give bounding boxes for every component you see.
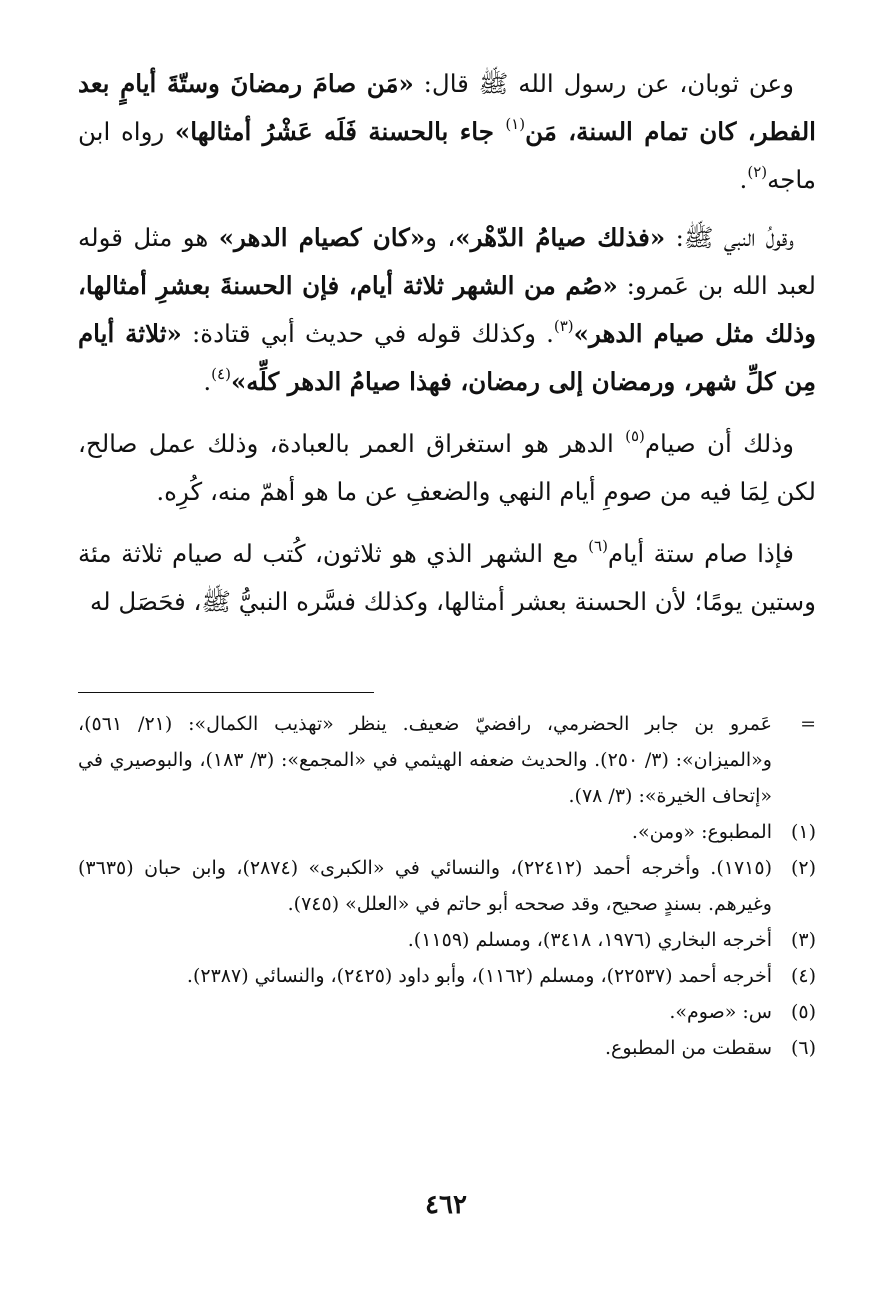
footnote-ref-4[interactable]: (٤) — [211, 364, 231, 383]
text-run: . — [203, 367, 212, 396]
hadith-quote: جاء بالحسنة فَلَه عَشْرُ أمثالها» — [174, 117, 506, 146]
footnote-2 — [78, 850, 816, 922]
footnote-divider — [78, 692, 374, 693]
text-run: وعن ثوبان، عن رسول الله ﷺ قال: — [413, 69, 794, 98]
footnote-ref-1[interactable]: (١) — [505, 114, 526, 133]
footnote-text: عَمرو بن جابر الحضرمي، رافضيّ ضعيف. ينظر «تهذيب الكمال»: (٢١/ ٥٦١)، و«الميزان»: (٣/ ٢٥٠). والحديث ضعفه الهيثمي في «المجمع»: (٣/ ١٨٣)، والبوصيري في «إتحاف الخيرة»: (٣/ ٧٨). — [78, 713, 772, 807]
paragraph-4 — [78, 530, 816, 626]
paragraph-3 — [78, 420, 816, 516]
text-run: مع الشهر الذي هو ثلاثون، كُتب له صيام ثلاثة مئة وستين يومًا؛ لأن الحسنة بعشر أمثالها، وكذلك فسَّره النبيُّ ﷺ، فحَصَل له — [78, 539, 816, 616]
text-run: ، و — [425, 223, 456, 252]
footnote-number: (٢) — [790, 857, 816, 879]
hadith-quote: «كان كصيام الدهر» — [218, 223, 426, 252]
text-run: . — [739, 165, 748, 194]
text-run: الدهر هو استغراق العمر بالعبادة، وذلك عمل صالح، لكن لِمَا فيه من صومِ أيام النهي والضعفِ عن ما هو أهمّ منه، كُرِه. — [78, 429, 816, 506]
footnote-continuation — [78, 706, 816, 814]
paragraph-2 — [78, 214, 816, 406]
footnote-text: (١٧١٥). وأخرجه أحمد (٢٢٤١٢)، والنسائي في «الكبرى» (٢٨٧٤)، وابن حبان (٣٦٣٥) وغيرهم. بسندٍ صحيح، وقد صححه أبو حاتم في «العلل» (٧٤٥). — [78, 857, 772, 915]
footnote-text: أخرجه أحمد (٢٢٥٣٧)، ومسلم (١١٦٢)، وأبو داود (٢٤٢٥)، والنسائي (٢٣٨٧). — [186, 965, 772, 987]
footnote-number: = — [800, 713, 816, 735]
text-run: فإذا صام ستة أيام — [607, 539, 794, 568]
main-text — [78, 60, 816, 640]
footnote-text: سقطت من المطبوع. — [604, 1037, 772, 1059]
footnotes — [78, 706, 816, 1066]
footnote-3 — [78, 922, 816, 958]
hadith-quote: «ثلاثة أيام مِن كلِّ شهر، ورمضان إلى رمضان، فهذا صيامُ الدهر كلِّه» — [78, 319, 816, 396]
footnote-4 — [78, 958, 816, 994]
footnote-number: (١) — [790, 821, 816, 843]
footnote-number: (٤) — [790, 965, 816, 987]
footnote-number: (٣) — [790, 929, 816, 951]
footnote-ref-6[interactable]: (٦) — [588, 536, 608, 555]
footnote-ref-5[interactable]: (٥) — [625, 426, 645, 445]
footnote-text: س: «صوم». — [669, 1001, 772, 1023]
text-run: وقولُ النبي ﷺ: — [665, 223, 794, 252]
footnote-1 — [78, 814, 816, 850]
footnote-6 — [78, 1030, 816, 1066]
hadith-quote: «صُم من الشهر ثلاثة أيام، فإن الحسنةَ بعشرِ أمثالها، وذلك مثل صيام الدهر» — [78, 271, 817, 348]
footnote-ref-3[interactable]: (٣) — [553, 316, 574, 335]
footnote-ref-2[interactable]: (٢) — [747, 162, 768, 181]
footnote-number: (٦) — [790, 1037, 816, 1059]
footnote-number: (٥) — [790, 1001, 816, 1023]
footnote-text: أخرجه البخاري (١٩٧٦، ٣٤١٨)، ومسلم (١١٥٩). — [407, 929, 772, 951]
text-run: رواه ابن ماجه — [78, 117, 816, 194]
page-number: ٤٦٢ — [425, 1190, 467, 1220]
paragraph-1 — [78, 60, 816, 204]
footnote-text: المطبوع: «ومن». — [631, 821, 772, 843]
text-run: . وكذلك قوله في حديث أبي قتادة: — [181, 319, 554, 348]
hadith-quote: «فذلك صيامُ الدّهْر» — [455, 223, 666, 252]
footnote-5 — [78, 994, 816, 1030]
text-run: وذلك أن صيام — [644, 429, 794, 458]
hadith-quote: «مَن صامَ رمضانَ وستّةَ أيامٍ بعد الفطر، كان تمام السنة، مَن — [78, 69, 816, 146]
text-run: هو مثل قوله لعبد الله بن عَمرو: — [78, 223, 817, 300]
